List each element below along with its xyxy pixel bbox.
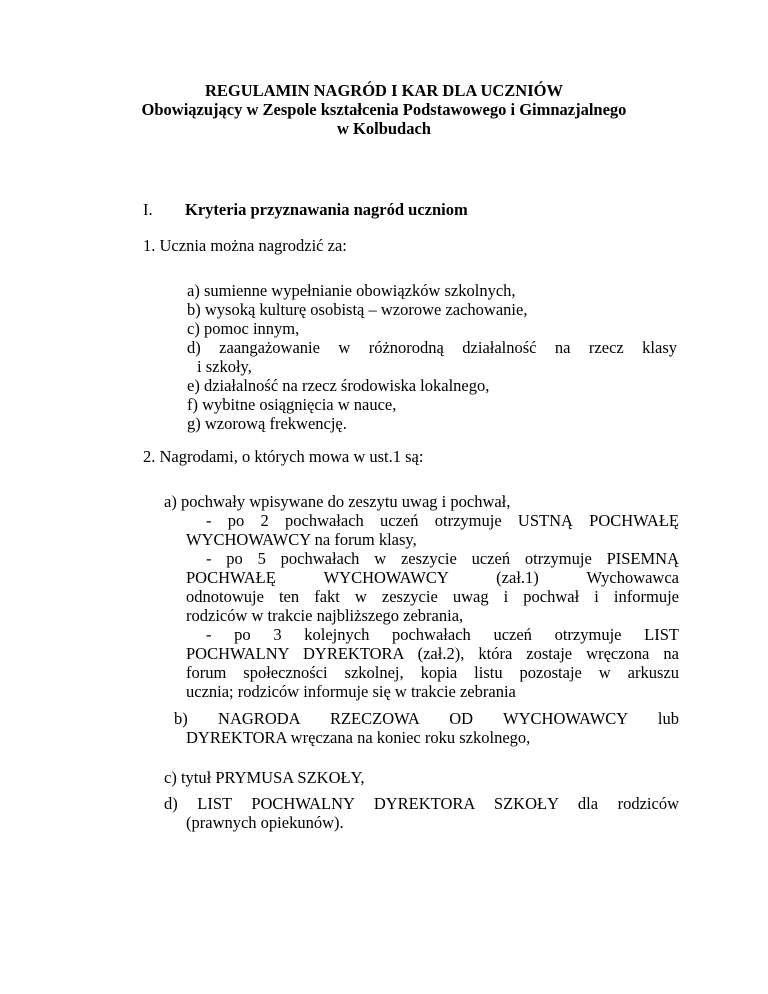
reward-a-line: POCHWALNY DYREKTORA (zał.2), która zostaje wręczona na [186,644,679,663]
reward-a-line: - po 5 pochwałach w zeszycie uczeń otrzymuje PISEMNĄ [206,549,679,568]
reward-c-text: c) tytuł PRYMUSA SZKOŁY, [164,768,365,787]
list-item-continuation: i szkoły, [197,357,252,376]
list-item: c) pomoc innym, [187,319,300,338]
reward-b-line: DYREKTORA wręczana na koniec roku szkolnego, [186,728,531,747]
reward-a-heading: a) pochwały wpisywane do zeszytu uwag i pochwał, [164,492,511,511]
point-1-list [187,281,677,433]
document-title: REGULAMIN NAGRÓD I KAR DLA UCZNIÓW [205,81,563,100]
list-item: b) wysoką kulturę osobistą – wzorowe zachowanie, [187,300,528,319]
reward-b-block [164,709,679,747]
reward-a-line: - po 2 pochwałach uczeń otrzymuje USTNĄ POCHWAŁĘ [206,511,679,530]
list-item: g) wzorową frekwencję. [187,414,347,433]
reward-a-line: POCHWAŁĘ WYCHOWAWCY (zał.1) Wychowawca [186,568,679,587]
section-number: I. [143,200,153,219]
document-subtitle-location: w Kolbudach [337,119,431,138]
reward-a-line: odnotowuje ten fakt w zeszycie uwag i pochwał i informuje [186,587,679,606]
reward-a-line: ucznia; rodziców informuje się w trakcie zebrania [186,682,516,701]
list-item: d) zaangażowanie w różnorodną działalność na rzecz klasy [187,338,677,357]
reward-d-line: (prawnych opiekunów). [186,813,344,832]
reward-a-line: forum społeczności szkolnej, kopia listu pozostaje w arkuszu [186,663,679,682]
reward-a-block [164,492,679,701]
point-2-heading: 2. Nagrodami, o których mowa w ust.1 są: [143,447,424,466]
reward-a-line: - po 3 kolejnych pochwałach uczeń otrzymuje LIST [206,625,679,644]
list-item: f) wybitne osiągnięcia w nauce, [187,395,397,414]
reward-c-line [164,768,679,787]
reward-d-heading: d) LIST POCHWALNY DYREKTORA SZKOŁY dla rodziców [164,794,679,813]
section-title: Kryteria przyznawania nagród uczniom [185,200,468,219]
list-item: a) sumienne wypełnianie obowiązków szkolnych, [187,281,516,300]
reward-a-line: WYCHOWAWCY na forum klasy, [186,530,417,549]
document-subtitle: Obowiązujący w Zespole kształcenia Podstawowego i Gimnazjalnego [141,100,627,119]
reward-b-heading: b) NAGRODA RZECZOWA OD WYCHOWAWCY lub [174,709,679,728]
reward-a-line: rodziców w trakcie najbliższego zebrania, [186,606,464,625]
point-1-heading: 1. Ucznia można nagrodzić za: [143,236,347,255]
reward-d-block [164,794,679,832]
list-item: e) działalność na rzecz środowiska lokalnego, [187,376,490,395]
